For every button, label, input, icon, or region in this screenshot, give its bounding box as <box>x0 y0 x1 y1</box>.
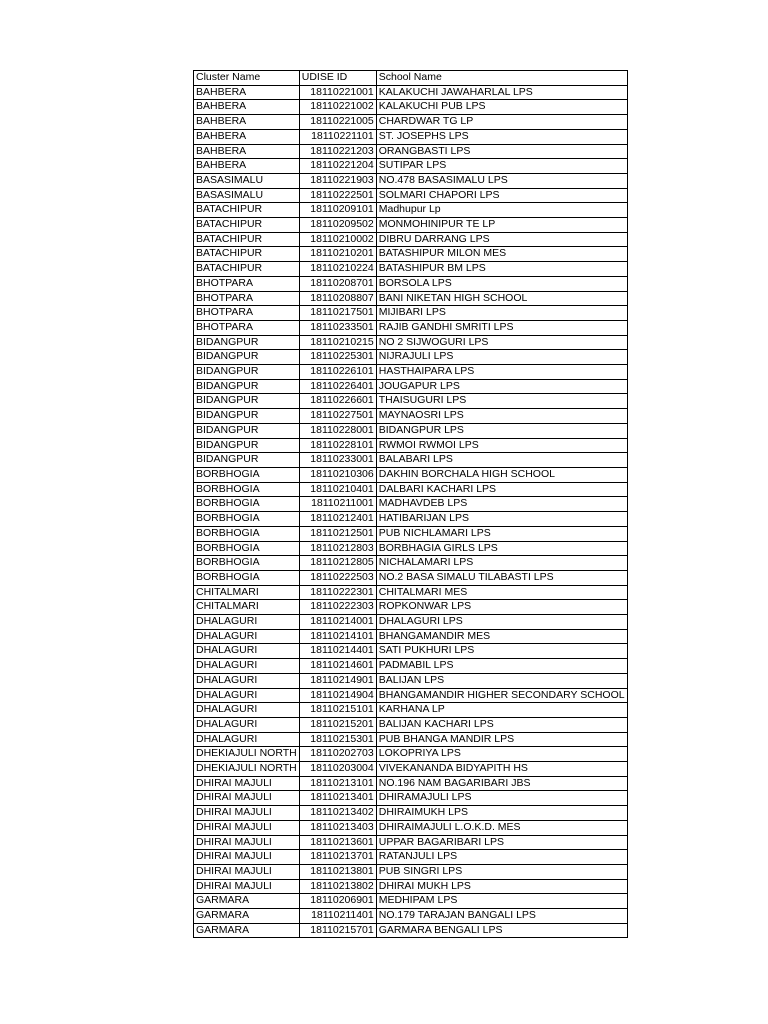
table-row <box>194 232 628 247</box>
table-row <box>194 379 628 394</box>
school-name-cell: NO.2 BASA SIMALU TILABASTI LPS <box>376 570 627 585</box>
udise-id-cell: 18110213402 <box>299 806 376 821</box>
school-name-cell: LOKOPRIYA LPS <box>376 747 627 762</box>
table-row <box>194 909 628 924</box>
school-name-cell: HASTHAIPARA LPS <box>376 365 627 380</box>
school-name-cell: THAISUGURI LPS <box>376 394 627 409</box>
udise-id-cell: 18110225301 <box>299 350 376 365</box>
udise-id-cell: 18110221001 <box>299 85 376 100</box>
table-row <box>194 144 628 159</box>
cluster-name-cell: DHIRAI MAJULI <box>194 850 300 865</box>
cluster-name-cell: BHOTPARA <box>194 291 300 306</box>
header-school-name: School Name <box>376 71 627 86</box>
school-name-cell: MAYNAOSRI LPS <box>376 409 627 424</box>
school-name-cell: BATASHIPUR MILON MES <box>376 247 627 262</box>
udise-id-cell: 18110228001 <box>299 423 376 438</box>
school-name-cell: KARHANA LP <box>376 703 627 718</box>
school-name-cell: ORANGBASTI LPS <box>376 144 627 159</box>
cluster-name-cell: BATACHIPUR <box>194 203 300 218</box>
school-name-cell: PUB BHANGA MANDIR LPS <box>376 732 627 747</box>
udise-id-cell: 18110213802 <box>299 879 376 894</box>
table-row <box>194 600 628 615</box>
table-row <box>194 262 628 277</box>
cluster-name-cell: GARMARA <box>194 894 300 909</box>
table-row <box>194 218 628 233</box>
table-row <box>194 365 628 380</box>
school-name-cell: MADHAVDEB LPS <box>376 497 627 512</box>
cluster-name-cell: DHIRAI MAJULI <box>194 864 300 879</box>
school-name-cell: MONMOHINIPUR TE LP <box>376 218 627 233</box>
udise-id-cell: 18110214101 <box>299 629 376 644</box>
table-row <box>194 894 628 909</box>
school-name-cell: SUTIPAR LPS <box>376 159 627 174</box>
cluster-name-cell: BASASIMALU <box>194 188 300 203</box>
cluster-name-cell: GARMARA <box>194 923 300 938</box>
table-row <box>194 526 628 541</box>
school-name-cell: PUB NICHLAMARI LPS <box>376 526 627 541</box>
udise-id-cell: 18110211001 <box>299 497 376 512</box>
udise-id-cell: 18110226101 <box>299 365 376 380</box>
cluster-name-cell: BIDANGPUR <box>194 335 300 350</box>
udise-id-cell: 18110209502 <box>299 218 376 233</box>
table-row <box>194 835 628 850</box>
school-name-cell: DHIRAMAJULI LPS <box>376 791 627 806</box>
table-row <box>194 100 628 115</box>
udise-id-cell: 18110210401 <box>299 482 376 497</box>
udise-id-cell: 18110214901 <box>299 673 376 688</box>
table-row <box>194 864 628 879</box>
udise-id-cell: 18110215101 <box>299 703 376 718</box>
udise-id-cell: 18110213401 <box>299 791 376 806</box>
udise-id-cell: 18110221101 <box>299 129 376 144</box>
udise-id-cell: 18110214001 <box>299 615 376 630</box>
cluster-name-cell: BAHBERA <box>194 159 300 174</box>
udise-id-cell: 18110210201 <box>299 247 376 262</box>
cluster-name-cell: BIDANGPUR <box>194 438 300 453</box>
table-row <box>194 409 628 424</box>
cluster-name-cell: DHIRAI MAJULI <box>194 820 300 835</box>
cluster-name-cell: DHALAGURI <box>194 673 300 688</box>
cluster-name-cell: BAHBERA <box>194 100 300 115</box>
udise-id-cell: 18110215301 <box>299 732 376 747</box>
school-name-cell: DAKHIN BORCHALA HIGH SCHOOL <box>376 467 627 482</box>
school-name-cell: BHANGAMANDIR HIGHER SECONDARY SCHOOL <box>376 688 627 703</box>
cluster-name-cell: BHOTPARA <box>194 276 300 291</box>
udise-id-cell: 18110210224 <box>299 262 376 277</box>
table-row <box>194 188 628 203</box>
cluster-name-cell: DHALAGURI <box>194 629 300 644</box>
table-row <box>194 438 628 453</box>
cluster-name-cell: BORBHOGIA <box>194 570 300 585</box>
udise-id-cell: 18110211401 <box>299 909 376 924</box>
udise-id-cell: 18110213403 <box>299 820 376 835</box>
cluster-name-cell: BORBHOGIA <box>194 556 300 571</box>
cluster-name-cell: BATACHIPUR <box>194 262 300 277</box>
udise-id-cell: 18110226401 <box>299 379 376 394</box>
school-name-cell: DALBARI KACHARI LPS <box>376 482 627 497</box>
table-row <box>194 615 628 630</box>
school-name-cell: NO.478 BASASIMALU LPS <box>376 173 627 188</box>
table-row <box>194 512 628 527</box>
udise-id-cell: 18110212501 <box>299 526 376 541</box>
udise-id-cell: 18110215701 <box>299 923 376 938</box>
cluster-name-cell: DHIRAI MAJULI <box>194 791 300 806</box>
school-name-cell: ROPKONWAR LPS <box>376 600 627 615</box>
table-row <box>194 203 628 218</box>
table-row <box>194 320 628 335</box>
cluster-name-cell: BAHBERA <box>194 129 300 144</box>
cluster-name-cell: BATACHIPUR <box>194 218 300 233</box>
udise-id-cell: 18110221203 <box>299 144 376 159</box>
cluster-name-cell: BASASIMALU <box>194 173 300 188</box>
school-name-cell: DHIRAIMUKH LPS <box>376 806 627 821</box>
udise-id-cell: 18110210215 <box>299 335 376 350</box>
udise-id-cell: 18110217501 <box>299 306 376 321</box>
school-name-cell: DHIRAIMAJULI L.O.K.D. MES <box>376 820 627 835</box>
school-name-cell: KALAKUCHI PUB LPS <box>376 100 627 115</box>
school-name-cell: BIDANGPUR LPS <box>376 423 627 438</box>
table-row <box>194 629 628 644</box>
table-row <box>194 806 628 821</box>
school-name-cell: NO 2 SIJWOGURI LPS <box>376 335 627 350</box>
table-row <box>194 791 628 806</box>
cluster-name-cell: DHALAGURI <box>194 615 300 630</box>
school-name-cell: NIJRAJULI LPS <box>376 350 627 365</box>
school-name-cell: RATANJULI LPS <box>376 850 627 865</box>
school-name-cell: UPPAR BAGARIBARI LPS <box>376 835 627 850</box>
table-row <box>194 703 628 718</box>
cluster-name-cell: CHITALMARI <box>194 600 300 615</box>
table-row <box>194 850 628 865</box>
cluster-name-cell: DHALAGURI <box>194 703 300 718</box>
school-name-cell: SATI PUKHURI LPS <box>376 644 627 659</box>
table-row <box>194 762 628 777</box>
school-name-cell: Madhupur Lp <box>376 203 627 218</box>
table-row <box>194 747 628 762</box>
school-name-cell: PUB SINGRI LPS <box>376 864 627 879</box>
udise-id-cell: 18110222303 <box>299 600 376 615</box>
udise-id-cell: 18110212805 <box>299 556 376 571</box>
cluster-name-cell: BIDANGPUR <box>194 394 300 409</box>
cluster-name-cell: BORBHOGIA <box>194 512 300 527</box>
school-name-cell: NO.196 NAM BAGARIBARI JBS <box>376 776 627 791</box>
school-name-cell: BHANGAMANDIR MES <box>376 629 627 644</box>
school-name-cell: JOUGAPUR LPS <box>376 379 627 394</box>
cluster-name-cell: DHALAGURI <box>194 644 300 659</box>
table-row <box>194 159 628 174</box>
cluster-name-cell: DHEKIAJULI NORTH <box>194 762 300 777</box>
table-row <box>194 497 628 512</box>
udise-id-cell: 18110206901 <box>299 894 376 909</box>
cluster-name-cell: DHALAGURI <box>194 659 300 674</box>
cluster-name-cell: BIDANGPUR <box>194 453 300 468</box>
cluster-name-cell: GARMARA <box>194 909 300 924</box>
table-row <box>194 173 628 188</box>
school-name-cell: DIBRU DARRANG LPS <box>376 232 627 247</box>
cluster-name-cell: DHIRAI MAJULI <box>194 776 300 791</box>
udise-id-cell: 18110221903 <box>299 173 376 188</box>
school-name-cell: BORSOLA LPS <box>376 276 627 291</box>
cluster-name-cell: BATACHIPUR <box>194 247 300 262</box>
cluster-name-cell: BIDANGPUR <box>194 409 300 424</box>
cluster-name-cell: BORBHOGIA <box>194 497 300 512</box>
table-row <box>194 85 628 100</box>
cluster-name-cell: BAHBERA <box>194 144 300 159</box>
udise-id-cell: 18110228101 <box>299 438 376 453</box>
udise-id-cell: 18110222301 <box>299 585 376 600</box>
school-name-cell: DHIRAI MUKH LPS <box>376 879 627 894</box>
cluster-name-cell: CHITALMARI <box>194 585 300 600</box>
school-table <box>193 70 628 938</box>
table-row <box>194 820 628 835</box>
header-cluster-name: Cluster Name <box>194 71 300 86</box>
udise-id-cell: 18110202703 <box>299 747 376 762</box>
udise-id-cell: 18110213801 <box>299 864 376 879</box>
cluster-name-cell: BIDANGPUR <box>194 379 300 394</box>
table-row <box>194 306 628 321</box>
udise-id-cell: 18110221005 <box>299 115 376 130</box>
school-name-cell: KALAKUCHI JAWAHARLAL LPS <box>376 85 627 100</box>
table-row <box>194 879 628 894</box>
cluster-name-cell: DHALAGURI <box>194 688 300 703</box>
school-name-cell: HATIBARIJAN LPS <box>376 512 627 527</box>
cluster-name-cell: BATACHIPUR <box>194 232 300 247</box>
cluster-name-cell: BIDANGPUR <box>194 350 300 365</box>
school-name-cell: NO.179 TARAJAN BANGALI LPS <box>376 909 627 924</box>
school-name-cell: CHITALMARI MES <box>376 585 627 600</box>
udise-id-cell: 18110221204 <box>299 159 376 174</box>
cluster-name-cell: BIDANGPUR <box>194 365 300 380</box>
table-row <box>194 717 628 732</box>
table-row <box>194 585 628 600</box>
cluster-name-cell: DHALAGURI <box>194 732 300 747</box>
cluster-name-cell: BORBHOGIA <box>194 526 300 541</box>
udise-id-cell: 18110214601 <box>299 659 376 674</box>
school-name-cell: RAJIB GANDHI SMRITI LPS <box>376 320 627 335</box>
cluster-name-cell: DHEKIAJULI NORTH <box>194 747 300 762</box>
school-name-cell: BALIJAN KACHARI LPS <box>376 717 627 732</box>
udise-id-cell: 18110208807 <box>299 291 376 306</box>
table-row <box>194 776 628 791</box>
udise-id-cell: 18110208701 <box>299 276 376 291</box>
table-row <box>194 688 628 703</box>
table-row <box>194 276 628 291</box>
udise-id-cell: 18110213101 <box>299 776 376 791</box>
cluster-name-cell: BORBHOGIA <box>194 467 300 482</box>
udise-id-cell: 18110215201 <box>299 717 376 732</box>
udise-id-cell: 18110213601 <box>299 835 376 850</box>
cluster-name-cell: DHALAGURI <box>194 717 300 732</box>
school-name-cell: PADMABIL LPS <box>376 659 627 674</box>
header-row <box>194 71 628 86</box>
cluster-name-cell: BAHBERA <box>194 85 300 100</box>
school-name-cell: NICHALAMARI LPS <box>376 556 627 571</box>
table-row <box>194 291 628 306</box>
cluster-name-cell: BORBHOGIA <box>194 541 300 556</box>
table-row <box>194 453 628 468</box>
udise-id-cell: 18110212803 <box>299 541 376 556</box>
table-row <box>194 541 628 556</box>
udise-id-cell: 18110222501 <box>299 188 376 203</box>
table-row <box>194 644 628 659</box>
school-name-cell: BATASHIPUR BM LPS <box>376 262 627 277</box>
table-row <box>194 923 628 938</box>
cluster-name-cell: BHOTPARA <box>194 320 300 335</box>
school-name-cell: ST. JOSEPHS LPS <box>376 129 627 144</box>
school-name-cell: MIJIBARI LPS <box>376 306 627 321</box>
udise-id-cell: 18110210306 <box>299 467 376 482</box>
cluster-name-cell: BHOTPARA <box>194 306 300 321</box>
cluster-name-cell: BAHBERA <box>194 115 300 130</box>
table-row <box>194 129 628 144</box>
table-row <box>194 394 628 409</box>
udise-id-cell: 18110210002 <box>299 232 376 247</box>
udise-id-cell: 18110227501 <box>299 409 376 424</box>
table-row <box>194 659 628 674</box>
table-row <box>194 423 628 438</box>
udise-id-cell: 18110214401 <box>299 644 376 659</box>
cluster-name-cell: BIDANGPUR <box>194 423 300 438</box>
table-row <box>194 732 628 747</box>
cluster-name-cell: DHIRAI MAJULI <box>194 806 300 821</box>
udise-id-cell: 18110213701 <box>299 850 376 865</box>
udise-id-cell: 18110212401 <box>299 512 376 527</box>
udise-id-cell: 18110233001 <box>299 453 376 468</box>
table-row <box>194 673 628 688</box>
udise-id-cell: 18110221002 <box>299 100 376 115</box>
udise-id-cell: 18110226601 <box>299 394 376 409</box>
cluster-name-cell: DHIRAI MAJULI <box>194 879 300 894</box>
school-name-cell: DHALAGURI LPS <box>376 615 627 630</box>
school-name-cell: BALIJAN LPS <box>376 673 627 688</box>
cluster-name-cell: DHIRAI MAJULI <box>194 835 300 850</box>
udise-id-cell: 18110203004 <box>299 762 376 777</box>
udise-id-cell: 18110209101 <box>299 203 376 218</box>
cluster-name-cell: BORBHOGIA <box>194 482 300 497</box>
udise-id-cell: 18110214904 <box>299 688 376 703</box>
table-row <box>194 247 628 262</box>
school-name-cell: BALABARI LPS <box>376 453 627 468</box>
table-row <box>194 482 628 497</box>
udise-id-cell: 18110222503 <box>299 570 376 585</box>
school-name-cell: RWMOI RWMOI LPS <box>376 438 627 453</box>
table-row <box>194 115 628 130</box>
table-row <box>194 570 628 585</box>
school-name-cell: VIVEKANANDA BIDYAPITH HS <box>376 762 627 777</box>
udise-id-cell: 18110233501 <box>299 320 376 335</box>
table-row <box>194 467 628 482</box>
school-name-cell: GARMARA BENGALI LPS <box>376 923 627 938</box>
table-row <box>194 556 628 571</box>
school-name-cell: MEDHIPAM LPS <box>376 894 627 909</box>
header-udise-id: UDISE ID <box>299 71 376 86</box>
school-name-cell: SOLMARI CHAPORI LPS <box>376 188 627 203</box>
school-name-cell: BORBHAGIA GIRLS LPS <box>376 541 627 556</box>
school-name-cell: BANI NIKETAN HIGH SCHOOL <box>376 291 627 306</box>
table-row <box>194 335 628 350</box>
table-row <box>194 350 628 365</box>
school-name-cell: CHARDWAR TG LP <box>376 115 627 130</box>
